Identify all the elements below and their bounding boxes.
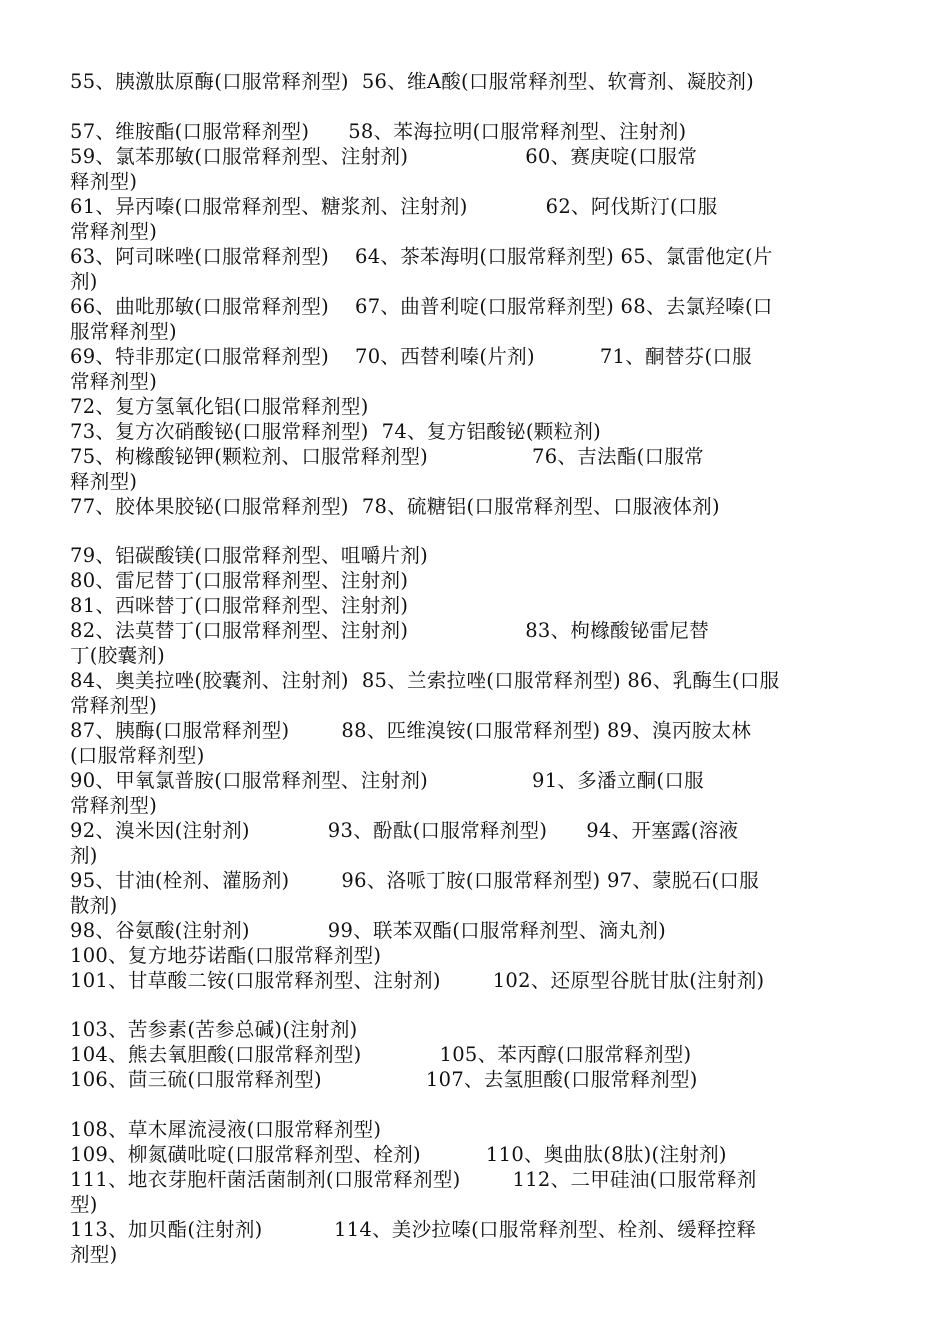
- text-line: 77、胶体果胶铋(口服常释剂型) 78、硫糖铝(口服常释剂型、口服液体剂): [70, 495, 720, 518]
- text-line: 常释剂型): [70, 370, 158, 393]
- text-line: (口服常释剂型): [70, 744, 205, 767]
- text-line: 101、甘草酸二铵(口服常释剂型、注射剂) 102、还原型谷胱甘肽(注射剂): [70, 969, 765, 992]
- text-line: 型): [70, 1193, 98, 1216]
- text-line: 66、曲吡那敏(口服常释剂型) 67、曲普利啶(口服常释剂型) 68、去氯羟嗪(口: [70, 295, 773, 318]
- text-line: 61、异丙嗪(口服常释剂型、糖浆剂、注射剂) 62、阿伐斯汀(口服: [70, 195, 718, 218]
- text-line: 63、阿司咪唑(口服常释剂型) 64、茶苯海明(口服常释剂型) 65、氯雷他定(片: [70, 245, 773, 268]
- text-line: 丁(胶囊剂): [70, 644, 166, 667]
- text-line: 95、甘油(栓剂、灌肠剂) 96、洛哌丁胺(口服常释剂型) 97、蒙脱石(口服: [70, 869, 760, 892]
- text-line: 59、氯苯那敏(口服常释剂型、注射剂) 60、赛庚啶(口服常: [70, 145, 698, 168]
- text-line: 常释剂型): [70, 794, 158, 817]
- text-line: 98、谷氨酸(注射剂) 99、联苯双酯(口服常释剂型、滴丸剂): [70, 919, 667, 942]
- text-line: 剂型): [70, 1243, 118, 1266]
- text-line: 69、特非那定(口服常释剂型) 70、西替利嗪(片剂) 71、酮替芬(口服: [70, 345, 752, 368]
- text-line: 100、复方地芬诺酯(口服常释剂型): [70, 944, 382, 967]
- text-line: 剂): [70, 844, 98, 867]
- text-line: 释剂型): [70, 170, 138, 193]
- text-line: 75、枸橼酸铋钾(颗粒剂、口服常释剂型) 76、吉法酯(口服常: [70, 445, 704, 468]
- text-line: 80、雷尼替丁(口服常释剂型、注射剂): [70, 569, 409, 592]
- text-line: 常释剂型): [70, 220, 158, 243]
- text-line: 剂): [70, 270, 98, 293]
- text-line: 82、法莫替丁(口服常释剂型、注射剂) 83、枸橼酸铋雷尼替: [70, 619, 710, 642]
- text-line: 108、草木犀流浸液(口服常释剂型): [70, 1118, 382, 1141]
- text-line: 113、加贝酯(注射剂) 114、美沙拉嗪(口服常释剂型、栓剂、缓释控释: [70, 1218, 757, 1241]
- text-line: 92、溴米因(注射剂) 93、酚酞(口服常释剂型) 94、开塞露(溶液: [70, 819, 739, 842]
- text-line: 79、铝碳酸镁(口服常释剂型、咀嚼片剂): [70, 544, 429, 567]
- text-line: 90、甲氧氯普胺(口服常释剂型、注射剂) 91、多潘立酮(口服: [70, 769, 704, 792]
- text-line: 109、柳氮磺吡啶(口服常释剂型、栓剂) 110、奥曲肽(8肽)(注射剂): [70, 1143, 727, 1166]
- text-line: 72、复方氢氧化铝(口服常释剂型): [70, 395, 369, 418]
- text-line: 释剂型): [70, 470, 138, 493]
- text-line: 87、胰酶(口服常释剂型) 88、匹维溴铵(口服常释剂型) 89、溴丙胺太林: [70, 719, 752, 742]
- text-line: 104、熊去氧胆酸(口服常释剂型) 105、苯丙醇(口服常释剂型): [70, 1043, 692, 1066]
- text-line: 散剂): [70, 894, 118, 917]
- text-line: 55、胰激肽原酶(口服常释剂型) 56、维A酸(口服常释剂型、软膏剂、凝胶剂): [70, 70, 755, 93]
- text-line: 81、西咪替丁(口服常释剂型、注射剂): [70, 594, 409, 617]
- text-line: 常释剂型): [70, 694, 158, 717]
- text-line: 57、维胺酯(口服常释剂型) 58、苯海拉明(口服常释剂型、注射剂): [70, 120, 687, 143]
- text-line: 73、复方次硝酸铋(口服常释剂型) 74、复方铝酸铋(颗粒剂): [70, 420, 602, 443]
- text-line: 84、奥美拉唑(胶囊剂、注射剂) 85、兰索拉唑(口服常释剂型) 86、乳酶生(口服: [70, 669, 780, 692]
- text-line: 111、地衣芽胞杆菌活菌制剂(口服常释剂型) 112、二甲硅油(口服常释剂: [70, 1168, 757, 1191]
- text-line: 服常释剂型): [70, 320, 177, 343]
- text-line: 106、茴三硫(口服常释剂型) 107、去氢胆酸(口服常释剂型): [70, 1068, 698, 1091]
- text-line: 103、苦参素(苦参总碱)(注射剂): [70, 1018, 358, 1041]
